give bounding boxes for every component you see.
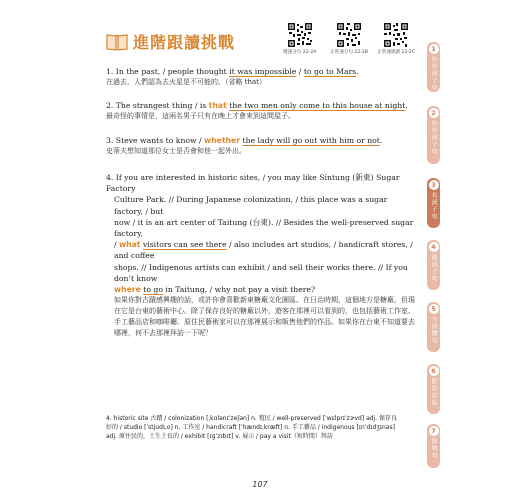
- english-sentence: 3. Steve wants to know / whether the lady will go out with him or not.: [106, 136, 383, 145]
- side-tab-3[interactable]: 3 名詞子句: [427, 178, 440, 228]
- chinese-translation: 在過去，人們認為去火星是不可能的。（省略 that）: [106, 78, 266, 87]
- qr-code-normal[interactable]: [330, 22, 368, 55]
- section-header: [106, 30, 235, 53]
- vocabulary-footnote: 4. historic site 古蹟 / colonization [ˌkɑlənɪˈzeʃən] n. 殖民 / well-preserved [ˈwɛlprɪˈzɝvd] adj. 保存良 好的 / studio [ˈstjudɪˌo] n. 工作室 / handicraft [ˈhændɪˌkræft] n. 手工藝品 / indigenous [ɪnˈdɪdʒɪnəs] adj. 原住民的，土生土長的 / exhibit [ɪɡˈzɪbɪt] v. 展示 / pay a visit（短時間）拜訪: [106, 415, 398, 440]
- side-tab-6[interactable]: 6 假設語氣: [427, 364, 440, 414]
- english-paragraph: 4. If you are interested in historic sites, / you may like Sintung (新東) Sugar Factory Culture Park. // During Japanese colonization, / this place was a sugar factory, / but now / it is an art center of Taitung (台東). // Besides the well-preserved sugar factory, / what visitors can see there / also includes art studios, / handicraft stores, / and coffee shops. // Indigenous artists can exhibit / and sell their works there. // If you don’t know where to go in Taitung, / why not pay a visit there?: [106, 173, 414, 295]
- english-sentence: 2. The strangest thing / is that the two men only come to this house at night.: [106, 101, 408, 110]
- qr-caption: 慢速分句 22-2A: [283, 50, 317, 55]
- side-tab-2[interactable]: 2 形容詞子句: [427, 106, 440, 164]
- qr-code-icon: [336, 22, 362, 48]
- page-title: 進階跟讀挑戰: [133, 33, 236, 52]
- chinese-translation: 史蒂夫想知道那位女士是否會和他一起外出。: [106, 147, 246, 156]
- chinese-translation: 如果你對古蹟感興趣的話，或許你會喜歡新東糖廠文化園區。在日治時期，這個地方是糖廠，但現在它是台東的藝術中心。除了保存良好的糖廠以外，遊客在那裡可以看到的，也包括藝術工作室、手工藝品店和咖啡廳。原住民藝術家可以在那裡展示和販售他們的作品。如果你在台東不知道要去哪裡，何不去那裡拜訪一下呢？: [114, 296, 415, 338]
- side-tab-1[interactable]: 1 形容詞子句: [427, 42, 440, 92]
- book-icon: [106, 33, 128, 51]
- qr-caption: 正常速分句 22-2B: [330, 50, 369, 55]
- exercise-item-2: [106, 100, 416, 122]
- side-tab-5[interactable]: 5 分詞構句: [427, 302, 440, 352]
- qr-code-linked[interactable]: [377, 22, 415, 55]
- page-number: 107: [252, 480, 268, 489]
- qr-code-icon: [287, 22, 313, 48]
- exercise-item-3: [106, 135, 416, 157]
- exercise-item-4: [106, 172, 416, 339]
- qr-code-slow[interactable]: [283, 22, 316, 55]
- english-sentence: 1. In the past, / people thought it was impossible / to go to Mars.: [106, 67, 359, 76]
- qr-caption: 正常速連讀 22-2C: [377, 50, 416, 55]
- side-tab-4[interactable]: 4 副詞子句: [427, 240, 440, 290]
- qr-code-icon: [383, 22, 409, 48]
- chinese-translation: 最奇怪的事情是，這兩名男子只有在晚上才會來到這間屋子。: [106, 112, 295, 121]
- side-tab-7[interactable]: 7 倒裝句: [427, 424, 440, 468]
- exercise-item-1: [106, 66, 416, 88]
